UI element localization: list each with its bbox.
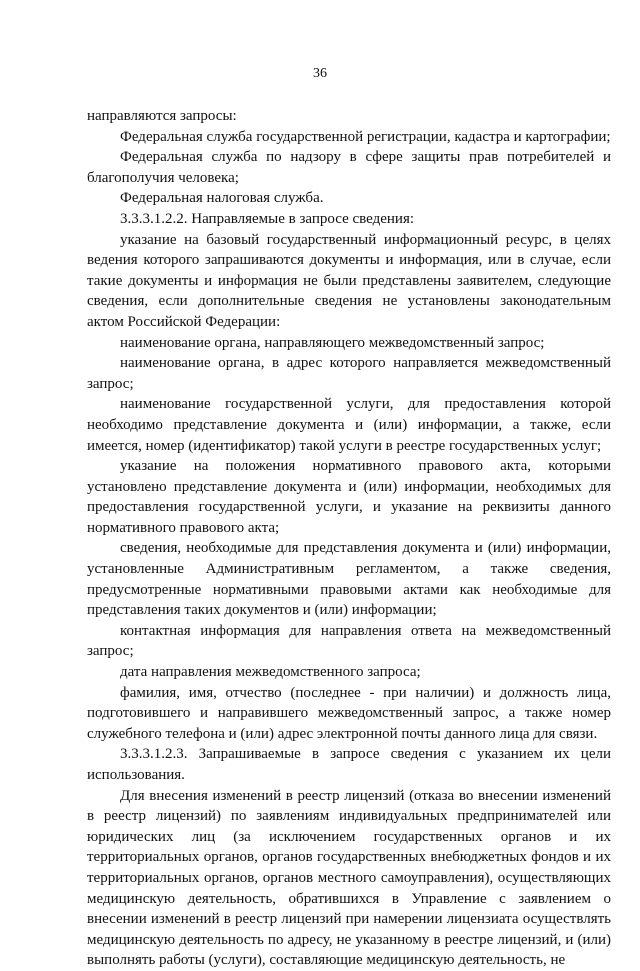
paragraph: Федеральная налоговая служба. bbox=[120, 190, 324, 207]
paragraph: сведения, необходимые для представления документа и (или) информации, установленные Административным регламентом, а также сведения, предусмотренные нормативными правовыми актами как необходимые для представления таких документов и (или) информации; bbox=[87, 540, 611, 619]
paragraph: 3.3.3.1.2.2. Направляемые в запросе сведения: bbox=[120, 210, 415, 227]
paragraph: фамилия, имя, отчество (последнее - при наличии) и должность лица, подготовившего и направившего межведомственный запрос, а также номер служебного телефона и (или) адрес электронной почты данного лица для связи. bbox=[87, 684, 611, 742]
paragraph: указание на базовый государственный информационный ресурс, в целях ведения которого запрашиваются документы и информация, или в случае, если такие документы и информация не были представлены заявителем, следующие сведения, если дополнительные сведения не установлены законодательным актом Российской Федерации: bbox=[87, 231, 611, 330]
paragraph: 3.3.3.1.2.3. Запрашиваемые в запросе сведения с указанием их цели использования. bbox=[87, 746, 611, 783]
paragraph: контактная информация для направления ответа на межведомственный запрос; bbox=[87, 622, 611, 660]
document-body bbox=[87, 106, 611, 971]
paragraph: Федеральная служба государственной регистрации, кадастра и картографии; bbox=[120, 128, 611, 145]
paragraph: указание на положения нормативного правового акта, которыми установлено представление документа и (или) информации, необходимых для предоставления государственной услуги, и указание на реквизиты данного нормативного правового акта; bbox=[87, 458, 611, 536]
page-number: 36 bbox=[313, 66, 327, 81]
paragraph: дата направления межведомственного запроса; bbox=[120, 664, 421, 681]
paragraph: Федеральная служба по надзору в сфере защиты прав потребителей и благополучия человека; bbox=[87, 149, 611, 186]
paragraph: наименование государственной услуги, для предоставления которой необходимо представление документа и (или) информации, а также, если имеется, номер (идентификатор) такой услуги в реестре государственных услуг; bbox=[87, 396, 611, 454]
paragraph: направляются запросы: bbox=[87, 108, 237, 124]
paragraph: наименование органа, в адрес которого направляется межведомственный запрос; bbox=[87, 355, 611, 392]
paragraph: наименование органа, направляющего межведомственный запрос; bbox=[120, 334, 545, 351]
paragraph: Для внесения изменений в реестр лицензий (отказа во внесении изменений в реестр лицензий) по заявлениям индивидуальных предпринимателей или юридических лиц (за исключением государственных органов и их территориальных органов, органов государственных внебюджетных фондов и их территориальных органов, органов местного самоуправления), осуществляющих медицинскую деятельность, обратившихся в Управление с заявлением о внесении изменений в реестр лицензий при намерении лицензиата осуществлять медицинскую деятельность по адресу, не указанному в реестре лицензий, и (или) выполнять работы (услуги), составляющие медицинскую деятельность, не bbox=[87, 787, 611, 969]
